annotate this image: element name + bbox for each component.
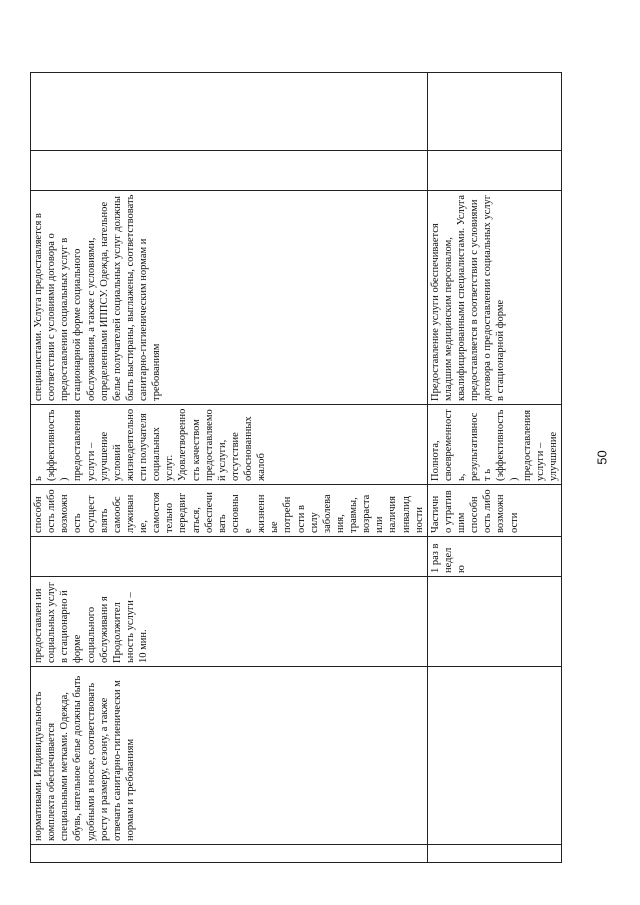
cell-indicators: ь (эффективность) предоставления услуги – улучшение условий жизнедеятельно сти получателя социальных услуг. Удовлетворенно сть качеством предоставляемо й услуги, отсутствие обоснованных жалоб [31,405,428,485]
services-table [30,72,562,863]
cell-requirements: нормативами. Индивидуальность комплекта обеспечивается специальными метками. Одежда, обувь, нательное белье должны быть удобными в носке, соответствовать росту и размеру, сезону, а также отвечать санитарно-гигиенически м нормам и требованиям [31,667,428,845]
cell-recipients: способн ость либо возможн ость осущест влять самообс луживан ие, самостоя тельно передвиг аться, обеспечи вать основны е жизненн ые потребн ости в силу заболева ния, травмы, возраста или наличия инвалид ности [31,485,428,537]
table-row [31,73,428,863]
table-row [427,73,561,863]
cell-duration: предоставлен ии социальных услуг в стационарно й форме социального обслуживани я Продолжител ьность услуги – 10 мин. [31,577,428,667]
cell-conditions: специалистами. Услуга предоставляется в соответствии с условиями договора о предоставлении социальных услуг в стационарной форме социального обслуживания, а также с условиями, определенными ИППСУ. Одежда, нательное белье получателей социальных услуг должны быть выстираны, выглажены, соответствовать санитарно-гигиеническим нормам и требованиям [31,191,428,405]
cell-frequency [31,537,428,577]
cell-extra-1 [31,151,428,191]
cell-frequency: 1 раз в неделю [427,537,561,577]
cell-duration [427,577,561,667]
cell-requirements [427,667,561,845]
cell-extra-2 [31,73,428,151]
cell-extra-2 [427,73,561,151]
cell-conditions: Предоставление услуги обеспечивается младшим медицинским персоналом, квалифицированными специалистами. Услуга предоставляется в соответствии с условиями договора о предоставлении социальных услуг в стационарной форме [427,191,561,405]
cell-extra-1 [427,151,561,191]
page-number: 50 [594,450,610,465]
cell-num [427,845,561,863]
cell-indicators: Полнота, своевременност ь, результативност ь (эффективность) предоставления услуги – улучшение [427,405,561,485]
cell-recipients: Частичн о утратив шим способн ость либо возможн ости [427,485,561,537]
cell-num [31,845,428,863]
